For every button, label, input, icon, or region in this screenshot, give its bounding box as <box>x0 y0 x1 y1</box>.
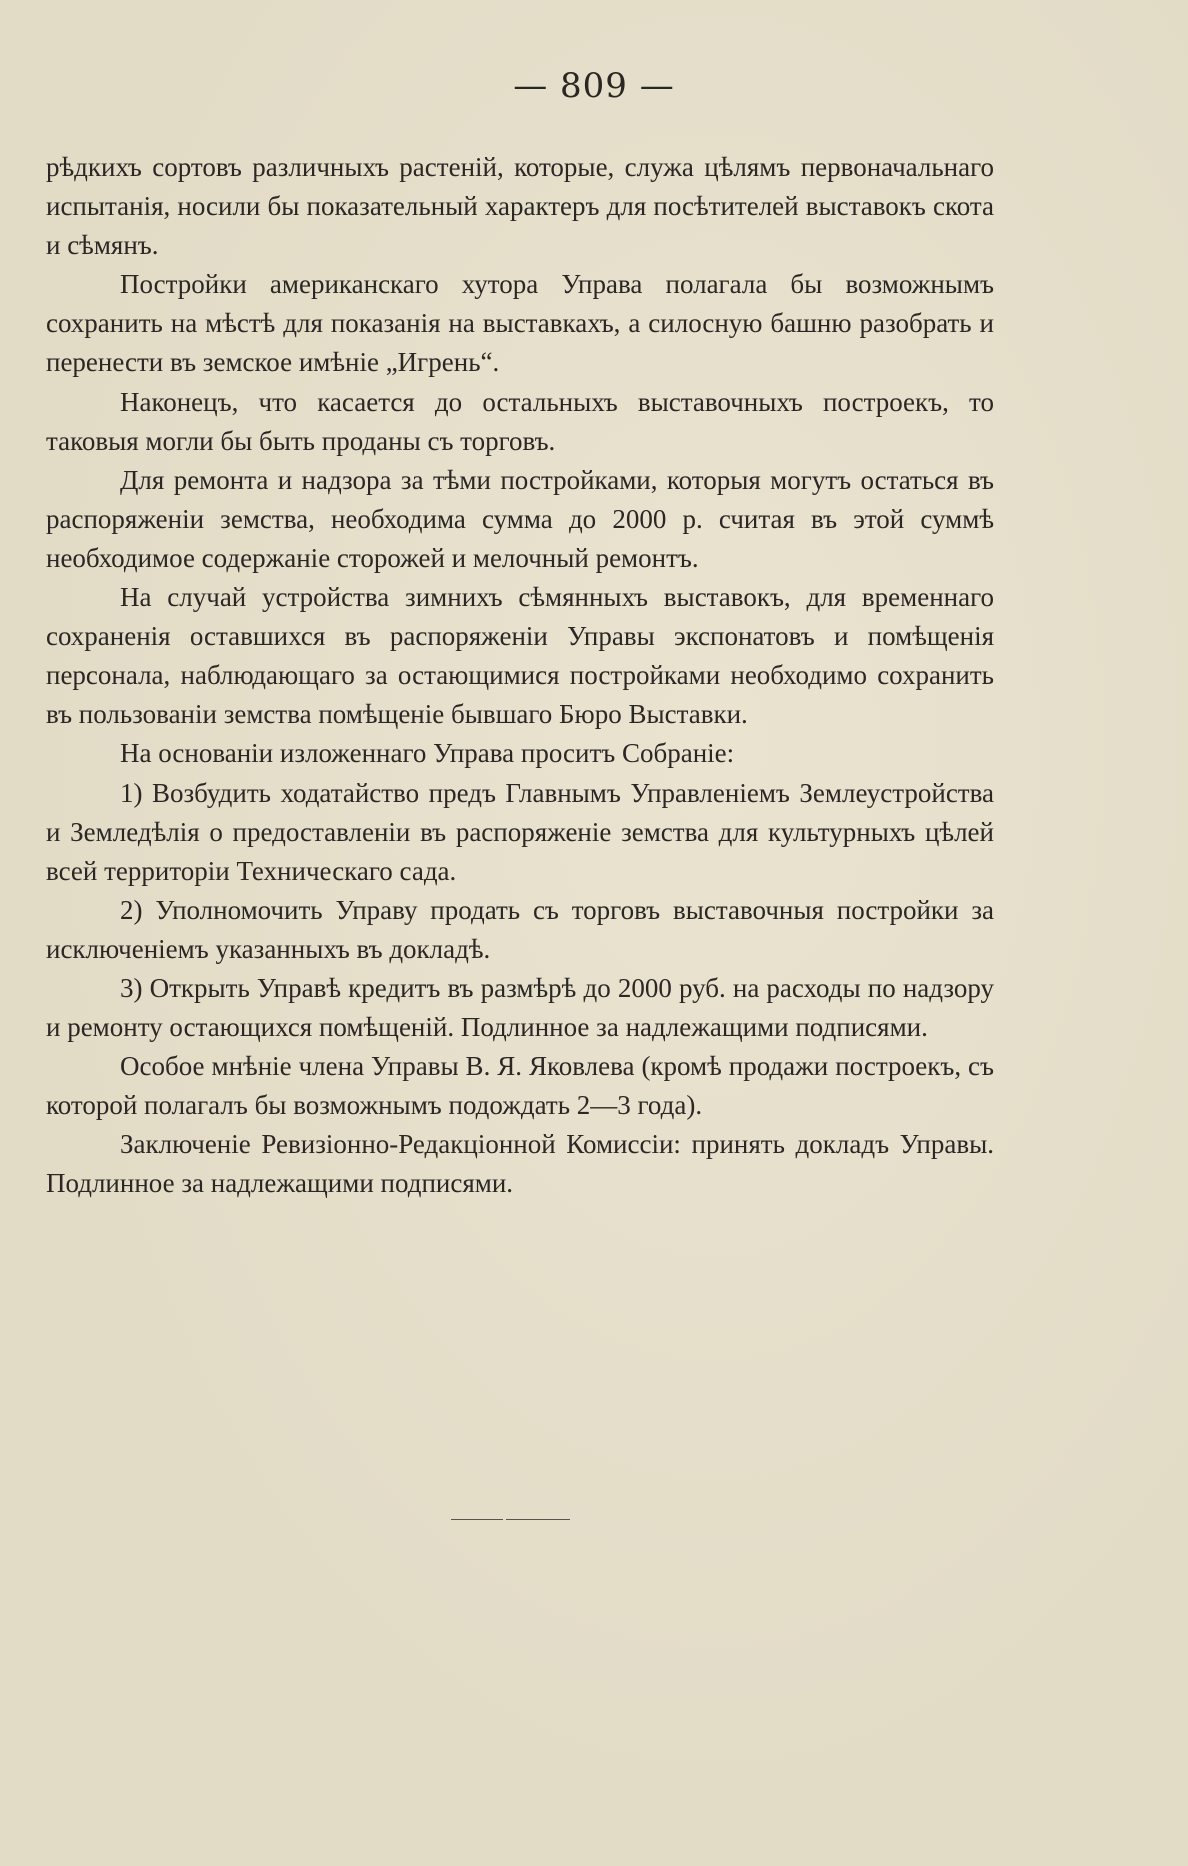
page-number: — 809 — <box>513 66 675 106</box>
paragraph-item-1: 1) Возбудить ходатайство предъ Главнымъ Управленiемъ Землеустройства и Земледѣлiя о предоставленiи въ распоряженiе земства для культурныхъ цѣлей всей территорiи Техническаго сада. <box>46 777 994 886</box>
paragraph-commission-conclusion: Заключенiе Ревизiонно-Редакцiонной Комиссiи: принять докладъ Управы. Подлинное за надлежащими подписями. <box>46 1129 994 1199</box>
paragraph-winter-exhibitions: На случай устройства зимнихъ сѣмянныхъ выставокъ, для временнаго сохраненiя оставшихся въ распоряженiи Управы экспонатовъ и помѣщенiя персонала, наблюдающаго за остающимися постройками необходимо сохранить въ пользованiи земства помѣщенiе бывшаго Бюро Выставки. <box>46 582 994 730</box>
section-divider-left <box>451 1519 503 1520</box>
section-divider-right <box>506 1519 570 1520</box>
paragraph-item-2: 2) Уполномочить Управу продать съ торговъ выставочныя постройки за исключенiемъ указанныхъ въ докладѣ. <box>46 894 994 964</box>
paragraph-american-farm: Постройки американскаго хутора Управа полагала бы возможнымъ сохранить на мѣстѣ для показанiя на выставкахъ, а силосную башню разобрать и перенести въ земское имѣнiе „Игрень“. <box>46 269 994 378</box>
paragraph-item-3: 3) Открыть Управѣ кредитъ въ размѣрѣ до 2000 руб. на расходы по надзору и ремонту остающихся помѣщенiй. Подлинное за надлежащими подписями. <box>46 972 994 1043</box>
paragraph-request-intro: На основанiи изложеннаго Управа проситъ Собранiе: <box>120 738 735 769</box>
paragraph-repair-sum: Для ремонта и надзора за тѣми постройками, которыя могутъ остаться въ распоряженiи земства, необходима сумма до 2000 р. считая въ этой суммѣ необходимое содержанiе сторожей и мелочный ремонтъ. <box>46 464 994 573</box>
paragraph-other-buildings: Наконецъ, что касается до остальныхъ выставочныхъ построекъ, то таковыя могли бы быть проданы съ торговъ. <box>46 386 994 456</box>
paragraph-dissenting-opinion: Особое мнѣнiе члена Управы В. Я. Яковлева (кромѣ продажи построекъ, съ которой полагалъ бы возможнымъ подождать 2—3 года). <box>46 1051 994 1121</box>
paragraph-continuation: рѣдкихъ сортовъ различныхъ растенiй, которые, служа цѣлямъ первоначальнаго испытанiя, носили бы показательный характеръ для посѣтителей выставокъ скота и сѣмянъ. <box>46 152 994 261</box>
body-text <box>46 148 994 1204</box>
